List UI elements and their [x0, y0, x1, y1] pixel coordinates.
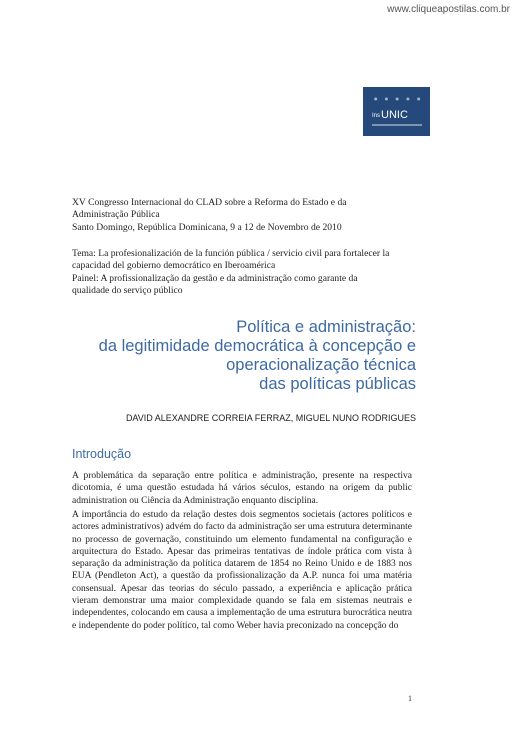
- logo-tagline-bar: [372, 124, 422, 126]
- unic-logo: [363, 87, 430, 136]
- theme-line: Tema: La profesionalización de la función pública / servicio civil para fortalecer la: [72, 248, 390, 259]
- watermark-url: www.cliqueapostilas.com.br: [387, 4, 510, 15]
- title-line: da legitimidade democrática à concepção e: [98, 337, 416, 355]
- theme-line: capacidad del gobierno democrático en Iberoamérica: [72, 260, 276, 272]
- theme-line: Painel: A profissionalização da gestão e da administração como garante da: [72, 272, 358, 284]
- congress-line: XV Congresso Internacional do CLAD sobre a Reforma do Estado e da: [72, 197, 347, 208]
- theme-line: qualidade do serviço público: [72, 284, 183, 296]
- title-line: Política e administração:: [236, 318, 416, 336]
- logo-dots-decoration: ● ● ● ● ●: [374, 96, 424, 101]
- body-paragraph: A importância do estudo da relação destes dois segmentos societais (actores políticos e actores administrativos) advém do facto da administração ser uma estrutura determinante no processo de governação, constituindo um elemento fundamental na configuração e arquitectura do Estado. Apesar das primeiras tentativas de índole prática com vista à separação da administração da política datarem de 1854 no Reino Unido e de 1883 nos EUA (Pendleton Act), a questão da profissionalização da A.P. nunca foi uma matéria consensual. Apesar das teorias do século passado, a experiência e aplicação prática vieram demonstrar uma maior complexidade quando se fala em sistemas neutrais e independentes, colocando em causa a implementação de uma estrutura burocrática neutra e independente do poder político, tal como Weber havia preconizado na concepção do: [72, 510, 412, 631]
- congress-info: [72, 197, 412, 234]
- logo-prefix: Ins: [372, 113, 381, 119]
- logo-name: UNIC: [381, 109, 408, 121]
- paper-authors: DAVID ALEXANDRE CORREIA FERRAZ, MIGUEL NUNO RODRIGUES: [125, 413, 416, 423]
- page-number: 1: [408, 694, 412, 703]
- title-line: operacionalização técnica: [226, 356, 416, 374]
- paper-title: [36, 318, 416, 394]
- congress-line: Administração Pública: [72, 209, 160, 221]
- theme-info: [72, 248, 412, 297]
- body-paragraph: A problemática da separação entre política e administração, presente na respectiva dicotomia, é uma questão estudada há vários séculos, estando na origem da public administration ou Ciência da Administração enquanto disciplina.: [72, 471, 412, 506]
- logo-mark: [372, 109, 408, 121]
- section-heading: Introdução: [72, 447, 132, 461]
- congress-line: Santo Domingo, República Dominicana, 9 a 12 de Novembro de 2010: [72, 221, 342, 233]
- title-line: das políticas públicas: [259, 375, 416, 393]
